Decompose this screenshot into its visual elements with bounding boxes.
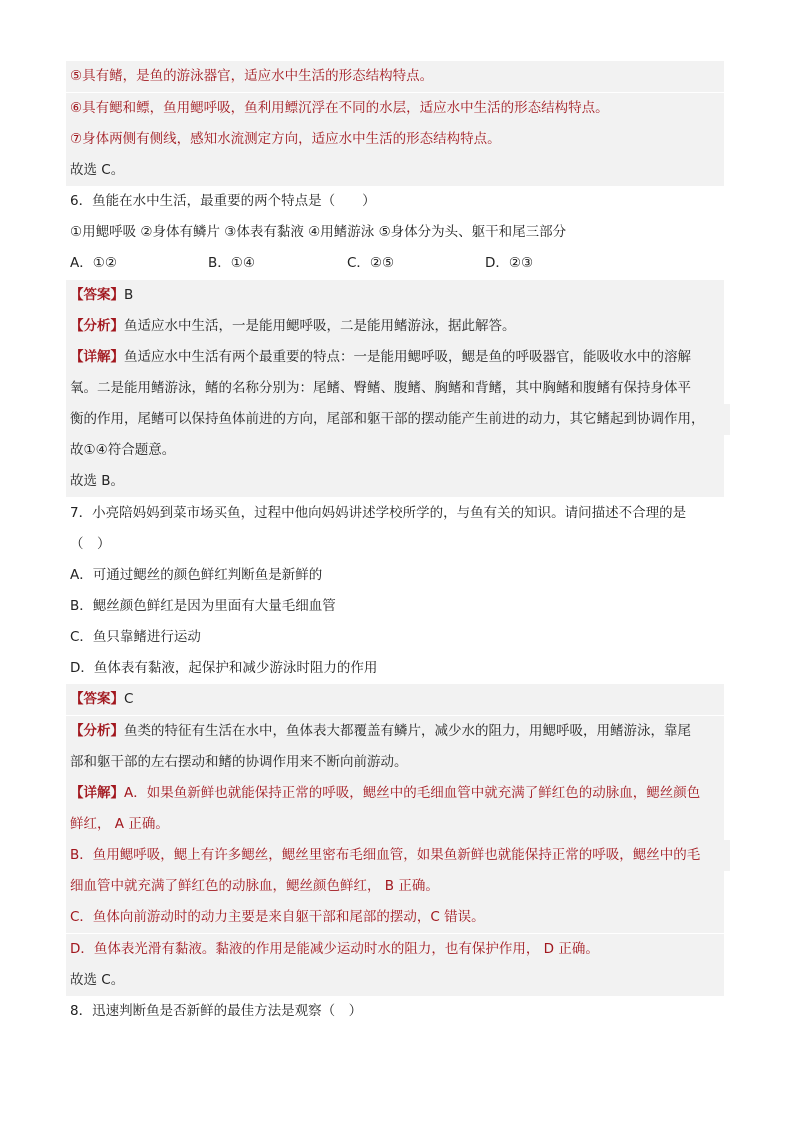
analysis-tag: 【分析】 xyxy=(70,723,124,739)
q7-option-c: C．鱼只靠鳍进行运动 xyxy=(70,629,201,645)
q6-answer xyxy=(66,280,724,311)
choose-line: 故选 C。 xyxy=(66,155,724,186)
q7-detail-a2: 鲜红， A 正确。 xyxy=(66,809,724,840)
answer-value: B xyxy=(124,287,134,303)
q7-choose: 故选 C。 xyxy=(66,965,724,996)
detail-tag: 【详解】 xyxy=(70,785,124,801)
detail-text: A．如果鱼新鲜也就能保持正常的呼吸，鳃丝中的毛细血管中就充满了鲜红色的动脉血，鳃丝颜色 xyxy=(124,785,701,801)
q7-option-b: B．鳃丝颜色鲜红是因为里面有大量毛细血管 xyxy=(70,598,336,614)
explanation-line-5: ⑤具有鳍，是鱼的游泳器官，适应水中生活的形态结构特点。 xyxy=(66,61,724,92)
detail-text: 鱼适应水中生活有两个最重要的特点：一是能用鳃呼吸，鳃是鱼的呼吸器官，能吸收水中的溶解 xyxy=(124,349,691,365)
q6-option-d: D．②③ xyxy=(485,255,534,271)
q7-answer xyxy=(66,684,724,715)
q6-choose: 故选 B。 xyxy=(66,466,724,497)
answer-value: C xyxy=(124,691,134,707)
q6-detail-1 xyxy=(66,342,724,373)
q6-stem: 6．鱼能在水中生活，最重要的两个特点是（ ） xyxy=(70,193,376,209)
q7-option-d: D．鱼体表有黏液，起保护和减少游泳时阻力的作用 xyxy=(70,660,378,676)
detail-tag: 【详解】 xyxy=(70,349,124,365)
q7-detail-d: D．鱼体表光滑有黏液。黏液的作用是能减少运动时水的阻力，也有保护作用， D 正确。 xyxy=(66,934,724,965)
q6-detail-2: 氧。二是能用鳍游泳，鳍的名称分别为：尾鳍、臀鳍、腹鳍、胸鳍和背鳍，其中胸鳍和腹鳍有保持身体平 xyxy=(66,373,724,404)
analysis-text: 鱼适应水中生活，一是能用鳃呼吸，二是能用鳍游泳，据此解答。 xyxy=(124,318,516,334)
q7-analysis-1 xyxy=(66,716,724,747)
q6-items: ①用鳃呼吸 ②身体有鳞片 ③体表有黏液 ④用鳍游泳 ⑤身体分为头、躯干和尾三部分 xyxy=(70,224,567,240)
q8-stem: 8．迅速判断鱼是否新鲜的最佳方法是观察（ ） xyxy=(70,1003,363,1019)
q6-option-b: B．①④ xyxy=(208,255,255,271)
q7-stem-2: （ ） xyxy=(70,536,111,552)
q7-detail-a1 xyxy=(66,778,724,809)
explanation-line-7: ⑦身体两侧有侧线，感知水流测定方向，适应水中生活的形态结构特点。 xyxy=(66,124,724,155)
q6-option-c: C．②⑤ xyxy=(347,255,395,271)
q6-options xyxy=(66,248,724,279)
q7-analysis-2: 部和躯干部的左右摆动和鳍的协调作用来不断向前游动。 xyxy=(66,747,724,778)
q7-detail-b2: 细血管中就充满了鲜红色的动脉血，鳃丝颜色鲜红， B 正确。 xyxy=(66,871,724,902)
explanation-line-6: ⑥具有鳃和鳔，鱼用鳃呼吸，鱼利用鳔沉浮在不同的水层，适应水中生活的形态结构特点。 xyxy=(66,93,724,124)
q7-detail-b1: B．鱼用鳃呼吸，鳃上有许多鳃丝，鳃丝里密布毛细血管，如果鱼新鲜也就能保持正常的呼吸，鳃丝中的毛 xyxy=(66,840,730,871)
analysis-text: 鱼类的特征有生活在水中，鱼体表大都覆盖有鳞片，减少水的阻力，用鳃呼吸，用鳍游泳，靠尾 xyxy=(124,723,691,739)
q6-analysis xyxy=(66,311,724,342)
q7-detail-c: C．鱼体向前游动时的动力主要是来自躯干部和尾部的摆动，C 错误。 xyxy=(66,902,724,933)
q7-stem-1: 7．小亮陪妈妈到菜市场买鱼，过程中他向妈妈讲述学校所学的，与鱼有关的知识。请问描述不合理的是 xyxy=(70,505,687,521)
q6-detail-4: 故①④符合题意。 xyxy=(66,435,724,466)
q7-option-a: A．可通过鳃丝的颜色鲜红判断鱼是新鲜的 xyxy=(70,567,323,583)
answer-tag: 【答案】 xyxy=(70,287,124,303)
q6-option-a: A．①② xyxy=(70,255,117,271)
answer-tag: 【答案】 xyxy=(70,691,124,707)
analysis-tag: 【分析】 xyxy=(70,318,124,334)
q6-detail-3: 衡的作用，尾鳍可以保持鱼体前进的方向，尾部和躯干部的摆动能产生前进的动力，其它鳍起到协调作用， xyxy=(66,404,730,435)
